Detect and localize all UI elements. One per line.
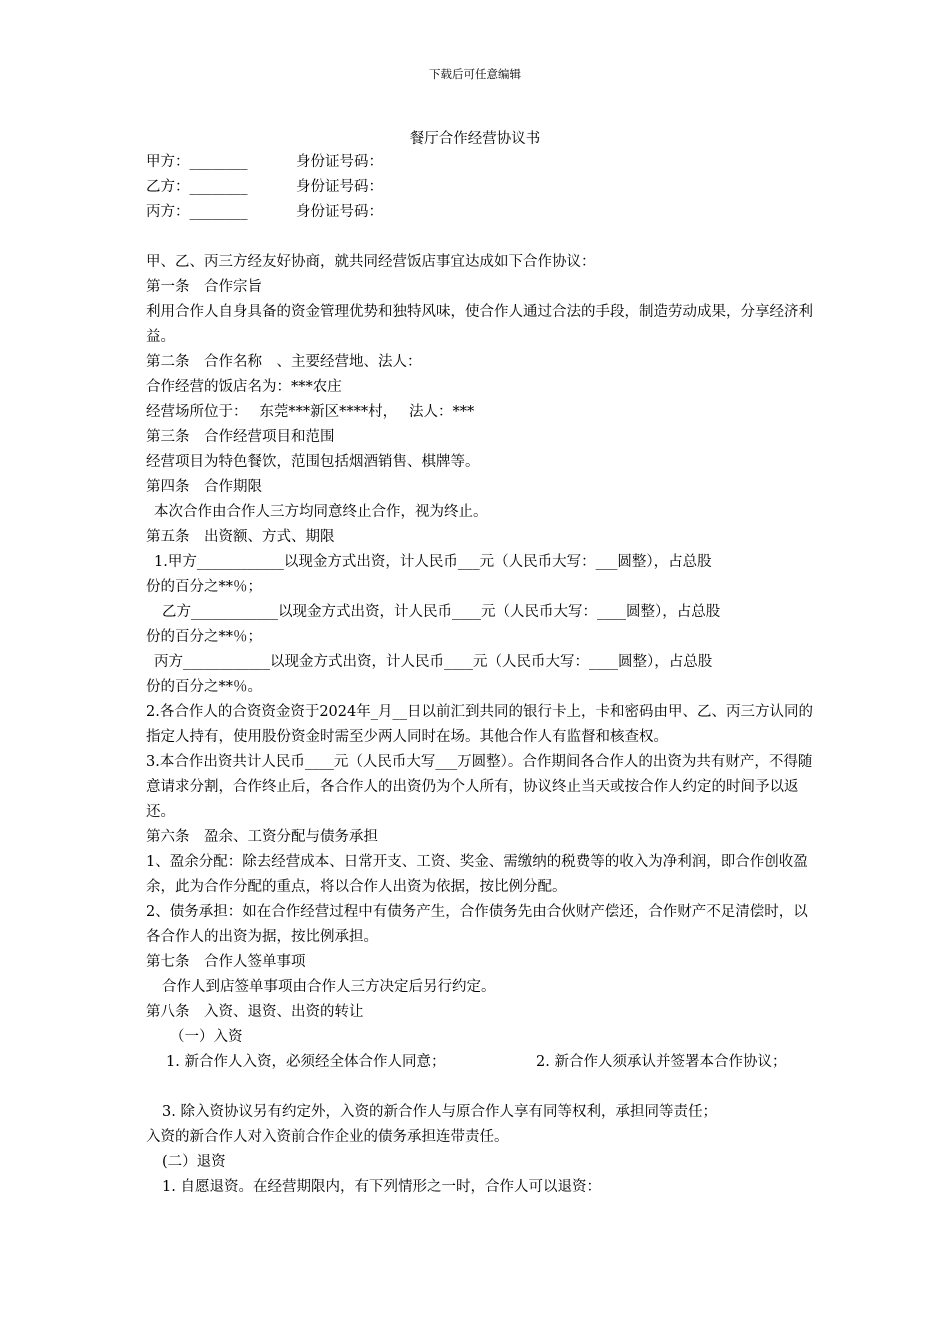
capital-entry-item-1: 1. 新合作人入资，必须经全体合作人同意； — [166, 1054, 446, 1070]
contribution-party-a-share: 份的百分之**％； — [146, 579, 262, 595]
party-row — [146, 200, 816, 225]
intro-paragraph: 甲、乙、丙三方经友好协商，就共同经营饭店事宜达成如下合作协议： — [146, 254, 596, 270]
restaurant-name-line: 合作经营的饭店名为：***农庄 — [146, 379, 342, 395]
contribution-party-b-share: 份的百分之**％； — [146, 629, 262, 645]
party-label: 丙方：________ — [146, 204, 248, 220]
article-6-item-1: 1、盈余分配：除去经营成本、日常开支、工资、奖金、需缴纳的税费等的收入为净利润，即合作创收盈余，此为合作分配的重点，将以合作人出资为依据，按比例分配。 — [146, 854, 808, 895]
party-label: 甲方：________ — [146, 154, 248, 170]
contribution-party-a: 1.甲方____________以现金方式出资，计人民币___元（人民币大写：___圆整），占总股 — [154, 554, 712, 570]
document-body — [146, 150, 816, 1200]
article-3-heading: 第三条 合作经营项目和范围 — [146, 429, 335, 445]
article-5-item-2: 2.各合作人的合资资金资于2024年_月__日以前汇到共同的银行卡上，卡和密码由甲、乙、丙三方认同的指定人持有，使用股份资金时需至少两人同时在场。其他合作人有监督和核查权。 — [146, 704, 813, 745]
article-1-heading: 第一条 合作宗旨 — [146, 279, 262, 295]
article-4-text: 本次合作由合作人三方均同意终止合作，视为终止。 — [154, 504, 488, 520]
withdrawal-item-1: 1. 自愿退资。在经营期限内，有下列情形之一时，合作人可以退资： — [162, 1179, 601, 1195]
id-number-label: 身份证号码： — [296, 154, 383, 170]
party-label: 乙方：________ — [146, 179, 248, 195]
article-3-text: 经营项目为特色餐饮，范围包括烟酒销售、棋牌等。 — [146, 454, 480, 470]
article-6-item-2: 2、债务承担：如在合作经营过程中有债务产生，合作债务先由合伙财产偿还，合作财产不足清偿时，以各合作人的出资为据，按比例承担。 — [146, 904, 808, 945]
article-1-text: 利用合作人自身具备的资金管理优势和独特风味，使合作人通过合法的手段，制造劳动成果，分享经济利益。 — [146, 304, 813, 345]
spacer — [146, 1075, 816, 1100]
capital-entry-item-3-continued: 入资的新合作人对入资前合作企业的债务承担连带责任。 — [146, 1129, 509, 1145]
spacer — [146, 225, 816, 250]
article-7-heading: 第七条 合作人签单事项 — [146, 954, 306, 970]
article-8-heading: 第八条 入资、退资、出资的转让 — [146, 1004, 364, 1020]
contribution-party-b: 乙方____________以现金方式出资，计人民币____元（人民币大写：____圆整），占总股 — [162, 604, 721, 620]
party-row — [146, 175, 816, 200]
party-row — [146, 150, 816, 175]
article-6-heading: 第六条 盈余、工资分配与债务承担 — [146, 829, 378, 845]
document-title: 餐厅合作经营协议书 — [409, 131, 541, 147]
id-number-label: 身份证号码： — [296, 179, 383, 195]
business-place-line: 经营场所位于： 东莞***新区****村， 法人：*** — [146, 404, 475, 420]
contribution-party-c: 丙方____________以现金方式出资，计人民币____元（人民币大写：____圆整），占总股 — [154, 654, 713, 670]
capital-entry-item-3: 3. 除入资协议另有约定外，入资的新合作人与原合作人享有同等权利，承担同等责任； — [162, 1104, 717, 1120]
section-capital-entry-heading: （一）入资 — [170, 1029, 243, 1045]
header-note: 下载后可任意编辑 — [429, 67, 521, 81]
article-2-heading: 第二条 合作名称 、主要经营地、法人： — [146, 354, 422, 370]
capital-entry-item-2: 2. 新合作人须承认并签署本合作协议； — [536, 1054, 787, 1070]
article-4-heading: 第四条 合作期限 — [146, 479, 262, 495]
article-7-text: 合作人到店签单事项由合作人三方决定后另行约定。 — [162, 979, 496, 995]
id-number-label: 身份证号码： — [296, 204, 383, 220]
section-withdrawal-heading: (二）退资 — [162, 1154, 226, 1170]
article-5-heading: 第五条 出资额、方式、期限 — [146, 529, 335, 545]
article-5-item-3: 3.本合作出资共计人民币____元（人民币大写___万圆整）。合作期间各合作人的出资为共有财产，不得随意请求分割，合作终止后，各合作人的出资仍为个人所有，协议终止当天或按合作人约定的时间予以返还。 — [146, 754, 813, 820]
capital-entry-items-row — [146, 1050, 816, 1075]
contribution-party-c-share: 份的百分之**％。 — [146, 679, 262, 695]
